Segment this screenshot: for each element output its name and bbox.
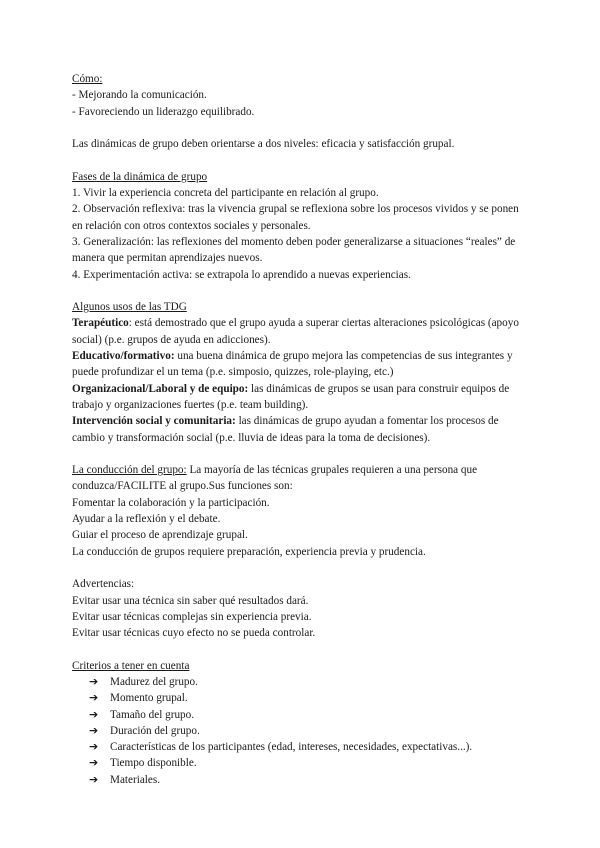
list-item: ➔ Madurez del grupo. <box>72 674 530 690</box>
conduccion-item: Fomentar la colaboración y la participación. <box>72 496 270 509</box>
conduccion-item: La conducción de grupos requiere preparación, experiencia previa y prudencia. <box>72 545 426 558</box>
advertencias-heading: Advertencias: <box>72 578 135 591</box>
conduccion-item: Guiar el proceso de aprendizaje grupal. <box>72 529 248 542</box>
fases-heading: Fases de la dinámica de grupo <box>72 170 208 183</box>
uso-text: una buena dinámica de grupo mejora las competencias de sus integrantes y puede profundizar el un tema (p.e. simposio, quizzes, role-playing, etc.) <box>72 350 513 379</box>
right-arrow-icon: ➔ <box>89 691 99 705</box>
fase-item: 4. Experimentación activa: se extrapola lo aprendido a nuevas experiencias. <box>72 268 411 281</box>
uso-term: Terapéutico <box>72 317 129 330</box>
advertencia-item: Evitar usar técnicas cuyo efecto no se pueda controlar. <box>72 627 316 640</box>
uso-term: Intervención social y comunitaria: <box>72 415 236 428</box>
fase-item: 2. Observación reflexiva: tras la vivencia grupal se reflexiona sobre los procesos vividos y se ponen en relación con otros contextos sociales y personales. <box>72 203 519 232</box>
uso-item <box>72 381 530 414</box>
como-heading: Cómo: <box>72 73 103 85</box>
como-item: - Mejorando la comunicación. <box>72 89 207 102</box>
right-arrow-icon: ➔ <box>89 674 99 688</box>
right-arrow-icon: ➔ <box>89 707 99 721</box>
uso-term: Organizacional/Laboral y de equipo: <box>72 382 249 395</box>
right-arrow-icon: ➔ <box>89 723 99 737</box>
usos-heading: Algunos usos de las TDG <box>72 301 187 314</box>
conduccion-intro-text: La mayoría de las técnicas grupales requieren a una persona que conduzca/FACILITE al grupo.Sus funciones son: <box>72 464 478 493</box>
criterios-list <box>72 674 530 788</box>
right-arrow-icon: ➔ <box>89 740 99 754</box>
advertencia-item: Evitar usar técnicas complejas sin experiencia previa. <box>72 610 312 623</box>
list-item: ➔ Tamaño del grupo. <box>72 707 530 723</box>
list-item: ➔ Materiales. <box>72 772 530 788</box>
fase-item: 1. Vivir la experiencia concreta del participante en relación al grupo. <box>72 187 379 200</box>
conduccion-heading: La conducción del grupo: <box>72 464 187 477</box>
list-item: ➔ Duración del grupo. <box>72 723 530 739</box>
como-item: - Favoreciendo un liderazgo equilibrado. <box>72 105 255 118</box>
right-arrow-icon: ➔ <box>89 772 99 786</box>
fase-item: 3. Generalización: las reflexiones del momento deben poder generalizarse a situaciones “reales” de manera que permitan aprendizajes nuevos. <box>72 235 516 265</box>
uso-item <box>72 315 530 348</box>
right-arrow-icon: ➔ <box>89 756 99 770</box>
document-content <box>72 71 530 788</box>
uso-item <box>72 348 530 381</box>
uso-text: las dinámicas de grupos se usan para construir equipos de trabajo y organizaciones fuertes (p.e. team building). <box>72 382 510 411</box>
list-item: ➔ Tiempo disponible. <box>72 755 530 771</box>
conduccion-intro <box>72 462 530 495</box>
criterios-heading: Criterios a tener en cuenta <box>72 659 190 672</box>
uso-text: : está demostrado que el grupo ayuda a superar ciertas alteraciones psicológicas (apoyo social) (p.e. grupos de ayuda en adicciones). <box>72 317 519 346</box>
uso-term: Educativo/formativo: <box>72 350 175 363</box>
advertencia-item: Evitar usar una técnica sin saber qué resultados dará. <box>72 594 309 607</box>
niveles-paragraph: Las dinámicas de grupo deben orientarse a dos niveles: eficacia y satisfacción grupal. <box>72 138 455 151</box>
conduccion-item: Ayudar a la reflexión y el debate. <box>72 513 221 526</box>
list-item: ➔ Momento grupal. <box>72 690 530 706</box>
uso-item <box>72 413 530 446</box>
uso-text: las dinámicas de grupo ayudan a fomentar los procesos de cambio y transformación social (p.e. lluvia de ideas para la toma de decisiones). <box>72 415 499 444</box>
list-item: ➔ Características de los participantes (edad, intereses, necesidades, expectativas...). <box>72 739 530 755</box>
